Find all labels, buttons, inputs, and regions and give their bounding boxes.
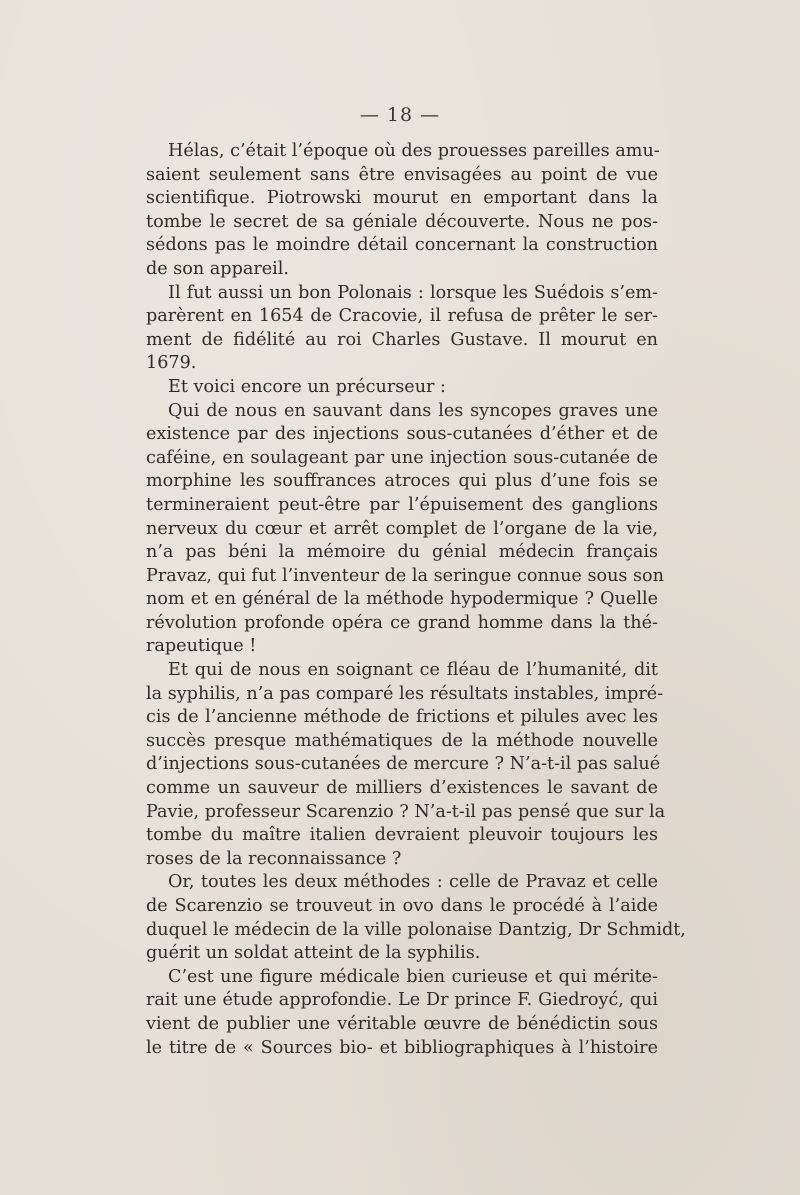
text-line: termineraient peut-être par l’épuisement des ganglions [146, 494, 658, 515]
text-line: rapeutique ! [146, 636, 257, 657]
text-line: Pavie, professeur Scarenzio ? N’a-t-il pas pensé que sur la [146, 801, 666, 822]
text-line: duquel le médecin de la ville polonaise Dantzig, Dr Schmidt, [146, 919, 686, 940]
text-line: C’est une figure médicale bien curieuse et qui mérite- [168, 966, 658, 987]
text-line: morphine les souffrances atroces qui plus d’une fois se [146, 471, 658, 492]
text-line: saient seulement sans être envisagées au point de vue [146, 164, 658, 185]
text-line: nerveux du cœur et arrêt complet de l’organe de la vie, [146, 518, 658, 539]
text-line: d’injections sous-cutanées de mercure ? N’a-t-il pas salué [146, 754, 661, 775]
text-line: la syphilis, n’a pas comparé les résultats instables, impré- [146, 683, 664, 704]
text-line: scientifique. Piotrowski mourut en emportant dans la [146, 188, 658, 209]
text-line: ment de fidélité au roi Charles Gustave. Il mourut en [146, 329, 658, 350]
page-number: — 18 — [359, 104, 441, 126]
text-line: existence par des injections sous-cutanées d’éther et de [146, 424, 658, 445]
text-line: Hélas, c’était l’époque où des prouesses pareilles amu- [168, 141, 660, 161]
text-line: de son appareil. [146, 258, 289, 279]
text-line: n’a pas béni la mémoire du génial médecin français [146, 542, 658, 563]
text-line: Et qui de nous en soignant ce fléau de l’humanité, dit [168, 660, 658, 681]
text-line: cis de l’ancienne méthode de frictions et pilules avec les [146, 707, 658, 728]
text-line: vient de publier une véritable œuvre de bénédictin sous [146, 1013, 658, 1034]
text-line: caféine, en soulageant par une injection sous-cutanée de [146, 447, 658, 468]
text-line: révolution profonde opéra ce grand homme dans la thé- [146, 612, 658, 633]
text-line: roses de la reconnaissance ? [146, 848, 402, 869]
text-line: Or, toutes les deux méthodes : celle de Pravaz et celle [168, 872, 658, 893]
text-line: tombe le secret de sa géniale découverte. Nous ne pos- [146, 211, 658, 232]
text-line: comme un sauveur de milliers d’existences le savant de [146, 778, 658, 799]
text-line: Pravaz, qui fut l’inventeur de la seringue connue sous son [146, 565, 664, 586]
text-line: sédons pas le moindre détail concernant la construction [146, 235, 658, 256]
text-line: nom et en général de la méthode hypodermique ? Quelle [146, 589, 658, 610]
text-line: le titre de « Sources bio- et bibliographiques à l’histoire [146, 1037, 658, 1058]
text-line: de Scarenzio se trouveut in ovo dans le procédé à l’aide [146, 896, 658, 916]
text-line: rait une étude approfondie. Le Dr prince F. Giedroyć, qui [146, 990, 658, 1011]
text-line: 1679. [146, 353, 197, 374]
text-line: parèrent en 1654 de Cracovie, il refusa de prêter le ser- [146, 306, 658, 327]
text-line: Il fut aussi un bon Polonais : lorsque les Suédois s’em- [168, 282, 658, 303]
text-line: Et voici encore un précurseur : [168, 376, 446, 397]
text-line: Qui de nous en sauvant dans les syncopes graves une [168, 400, 658, 421]
text-line: succès presque mathématiques de la méthode nouvelle [146, 730, 658, 751]
text-line: guérit un soldat atteint de la syphilis. [146, 943, 481, 964]
text-line: tombe du maître italien devraient pleuvoir toujours les [146, 825, 658, 846]
body-text [146, 140, 686, 1060]
